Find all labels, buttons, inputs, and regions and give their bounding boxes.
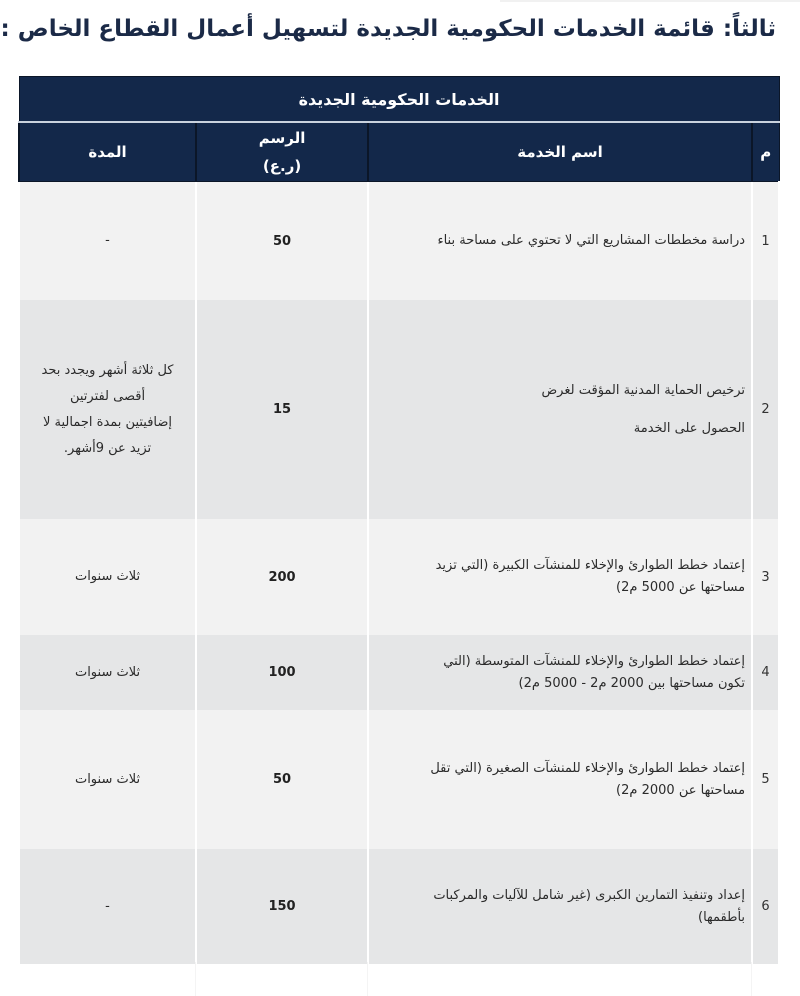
duration-line: إضافيتين بمدة اجمالية لا [42,414,173,430]
service-name-line: تكون مساحتها بين 2000 م2 - 5000 م2) [518,675,746,691]
service-name-line: الحصول على الخدمة [633,420,746,436]
table-caption: الخدمات الحكومية الجديدة [19,77,779,123]
table-row [19,182,779,301]
service-duration [19,519,196,635]
faint-divider [195,962,196,996]
service-name [368,849,752,964]
service-name-line: إعداد وتنفيذ التمارين الكبرى (غير شامل للآليات والمركبات [433,887,746,903]
service-name [368,635,752,710]
service-duration [19,300,196,519]
faint-divider [751,962,752,996]
service-name [368,182,752,301]
table-header-row [19,122,779,182]
service-name-line: مساحتها عن 2000 م2) [616,782,746,798]
header-fee [196,122,368,182]
service-duration [19,710,196,849]
duration-line: ثلاث سنوات [74,569,141,584]
table-row [19,300,779,519]
service-duration [19,849,196,964]
duration-line: ثلاث سنوات [74,771,141,787]
duration-line: - [105,233,110,248]
duration-line: - [105,898,110,914]
row-number: 6 [752,849,779,964]
service-fee: 150 [196,849,368,964]
service-name-line: دراسة مخططات المشاريع التي لا تحتوي على مساحة بناء [437,233,746,248]
service-duration [19,635,196,710]
table-row [19,849,779,964]
header-number: م [752,122,779,182]
duration-line: ثلاث سنوات [74,664,141,680]
table-caption-row [19,77,779,123]
service-fee: 50 [196,710,368,849]
service-name-line: إعتماد خطط الطوارئ والإخلاء للمنشآت الصغيرة (التي تقل [430,760,746,776]
service-duration [19,182,196,301]
header-duration: المدة [19,122,196,182]
service-name-line: مساحتها عن 5000 م2) [616,580,746,595]
service-name-line: ترخيص الحماية المدنية المؤقت لغرض [541,382,746,398]
faint-divider [367,962,368,996]
row-number: 2 [752,300,779,519]
duration-line: أقصى لفترتين [69,388,146,404]
service-name [368,519,752,635]
header-service-name: اسم الخدمة [368,122,752,182]
service-name [368,710,752,849]
service-name-line: إعتماد خطط الطوارئ والإخلاء للمنشآت المتوسطة (التي [443,653,746,669]
service-name-line: إعتماد خطط الطوارئ والإخلاء للمنشآت الكبيرة (التي تزيد [435,558,746,573]
service-fee: 50 [196,182,368,301]
row-number: 1 [752,182,779,301]
duration-line: تزيد عن 9أشهر. [63,440,152,456]
page-title: ثالثاً: قائمة الخدمات الحكومية الجديدة لتسهيل أعمال القطاع الخاص : [0,16,776,42]
row-number: 4 [752,635,779,710]
table-row [19,635,779,710]
services-table [18,76,780,964]
service-fee: 200 [196,519,368,635]
row-number: 3 [752,519,779,635]
top-divider [500,0,800,2]
service-name-line: بأطقمها) [698,909,746,925]
table-row [19,710,779,849]
header-fee-unit: (ر.ع) [262,157,302,175]
table-row [19,519,779,635]
header-fee-label: الرسم [258,129,306,147]
duration-line: كل ثلاثة أشهر ويجدد بحد [41,362,174,378]
service-name [368,300,752,519]
row-number: 5 [752,710,779,849]
service-fee: 15 [196,300,368,519]
service-fee: 100 [196,635,368,710]
